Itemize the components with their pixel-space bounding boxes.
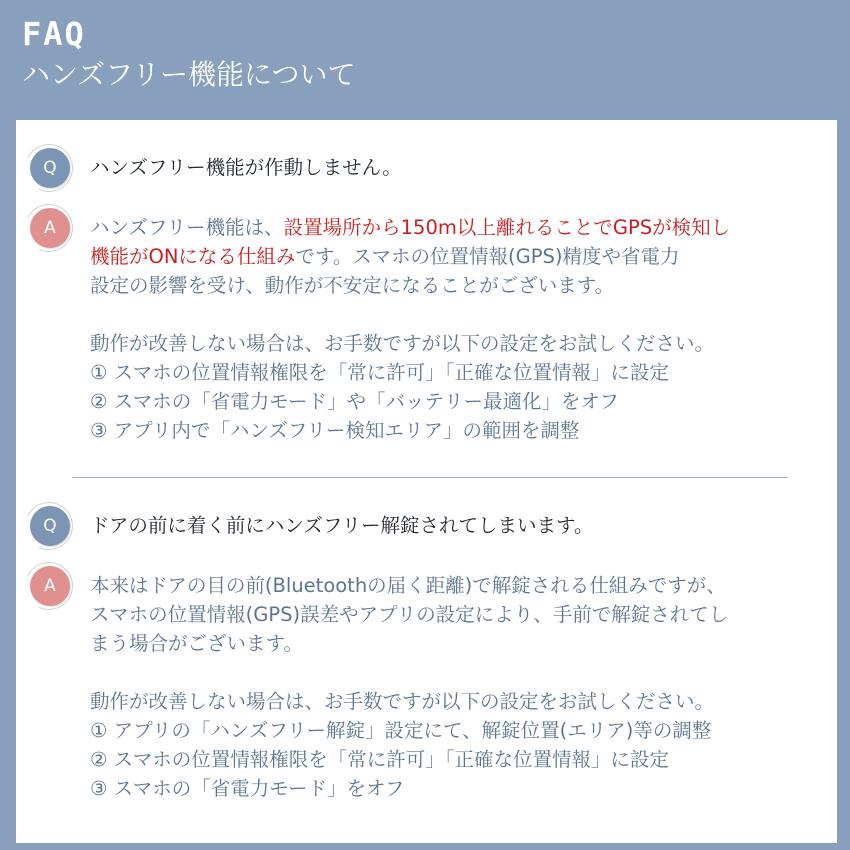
answer-1-tip-3: ③ アプリ内で「ハンズフリー検知エリア」の範囲を調整 bbox=[90, 419, 580, 442]
question-badge-1: Q bbox=[30, 148, 70, 188]
answer-2-tip-1: ① アプリの「ハンズフリー解錠」設定にて、解錠位置(エリア)等の調整 bbox=[90, 719, 712, 742]
answer-1-line-1 bbox=[90, 213, 730, 242]
answer-badge-1: A bbox=[30, 208, 70, 248]
page-header bbox=[22, 14, 355, 94]
answer-2-line-1: 本来はドアの目の前(Bluetoothの届く距離)で解錠される仕組みですが、 bbox=[90, 574, 726, 597]
question-badge-2: Q bbox=[30, 506, 70, 546]
answer-1-highlight-1: 設置場所から150m以上離れることでGPSが検知し bbox=[283, 216, 731, 239]
answer-2-line-3: まう場合がございます。 bbox=[90, 632, 303, 655]
faq-panel bbox=[16, 120, 837, 843]
answer-1-spacer bbox=[90, 300, 730, 329]
faq-divider bbox=[72, 477, 788, 478]
answer-1-line-2 bbox=[90, 242, 730, 271]
answer-1-tip-1: ① スマホの位置情報権限を「常に許可」「正確な位置情報」に設定 bbox=[90, 361, 670, 384]
question-1: ハンズフリー機能が作動しません。 bbox=[90, 156, 402, 179]
answer-1-highlight-2: 機能がONになる仕組み bbox=[90, 245, 296, 268]
answer-1-tips-intro: 動作が改善しない場合は、お手数ですが以下の設定をお試しください。 bbox=[90, 332, 715, 355]
answer-2-spacer bbox=[90, 658, 728, 687]
answer-2-tip-3: ③ スマホの「省電力モード」をオフ bbox=[90, 777, 405, 800]
answer-2-tips-intro: 動作が改善しない場合は、お手数ですが以下の設定をお試しください。 bbox=[90, 690, 715, 713]
page-title: FAQ bbox=[22, 15, 86, 53]
answer-1-line-1-prefix: ハンズフリー機能は、 bbox=[90, 216, 284, 239]
answer-2-tip-2: ② スマホの位置情報権限を「常に許可」「正確な位置情報」に設定 bbox=[90, 748, 670, 771]
page-subtitle: ハンズフリー機能について bbox=[22, 58, 356, 91]
answer-badge-2: A bbox=[30, 566, 70, 606]
question-2: ドアの前に着く前にハンズフリー解錠されてしまいます。 bbox=[90, 514, 594, 537]
answer-1-tip-2: ② スマホの「省電力モード」や「バッテリー最適化」をオフ bbox=[90, 390, 619, 413]
answer-2 bbox=[90, 571, 728, 803]
answer-1-line-3: 設定の影響を受け、動作が不安定になることがございます。 bbox=[90, 274, 615, 297]
answer-2-line-2: スマホの位置情報(GPS)誤差やアプリの設定により、手前で解錠されてし bbox=[90, 603, 729, 626]
answer-1 bbox=[90, 213, 730, 445]
answer-1-line-2-rest: です。スマホの位置情報(GPS)精度や省電力 bbox=[295, 245, 680, 268]
